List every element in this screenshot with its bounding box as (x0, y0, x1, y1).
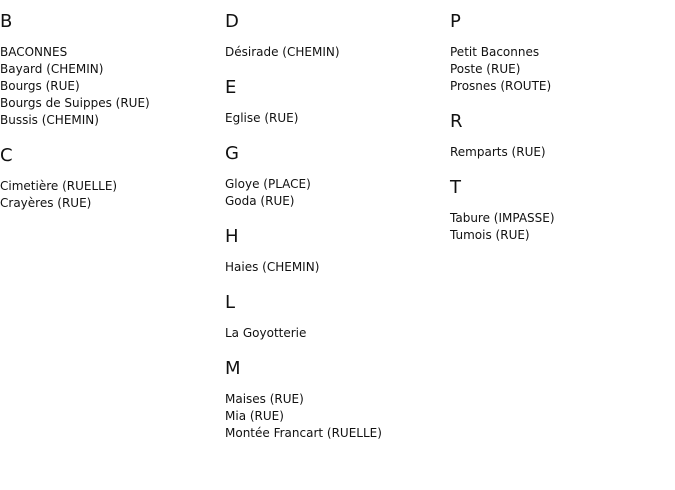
section-letter-t: T (450, 177, 461, 198)
street-link[interactable]: Haies (CHEMIN) (225, 260, 320, 274)
street-link[interactable]: Gloye (PLACE) (225, 177, 311, 191)
street-list-b (0, 44, 225, 129)
street-link[interactable]: Bourgs de Suippes (RUE) (0, 96, 150, 110)
index-column-1 (0, 10, 225, 227)
letter-section-r (450, 110, 675, 161)
section-letter-r: R (450, 111, 463, 132)
street-link[interactable]: Tabure (IMPASSE) (450, 211, 555, 225)
street-link[interactable]: Mia (RUE) (225, 409, 284, 423)
letter-section-l (225, 291, 450, 342)
street-list-p (450, 44, 675, 95)
letter-section-g (225, 142, 450, 210)
street-link[interactable]: Désirade (CHEMIN) (225, 45, 340, 59)
section-letter-b: B (0, 11, 13, 32)
street-list-g (225, 176, 450, 210)
index-column-2 (225, 10, 450, 457)
street-list-m (225, 391, 450, 442)
section-letter-h: H (225, 226, 239, 247)
section-letter-g: G (225, 143, 239, 164)
street-link[interactable]: Bussis (CHEMIN) (0, 113, 99, 127)
street-list-d (225, 44, 450, 61)
street-list-l (225, 325, 450, 342)
street-link[interactable]: Bourgs (RUE) (0, 79, 80, 93)
letter-section-d (225, 10, 450, 61)
index-column-3 (450, 10, 675, 259)
street-link[interactable]: Montée Francart (RUELLE) (225, 426, 382, 440)
letter-section-h (225, 225, 450, 276)
section-letter-l: L (225, 292, 236, 313)
section-letter-d: D (225, 11, 239, 32)
street-link[interactable]: Bayard (CHEMIN) (0, 62, 104, 76)
street-list-c (0, 178, 225, 212)
section-letter-c: C (0, 145, 13, 166)
letter-section-m (225, 357, 450, 442)
letter-section-e (225, 76, 450, 127)
street-list-e (225, 110, 450, 127)
letter-section-b (0, 10, 225, 129)
street-list-h (225, 259, 450, 276)
letter-section-c (0, 144, 225, 212)
section-letter-e: E (225, 77, 237, 98)
street-link[interactable]: BACONNES (0, 45, 68, 59)
street-link[interactable]: Maises (RUE) (225, 392, 304, 406)
street-link[interactable]: Tumois (RUE) (450, 228, 530, 242)
section-letter-p: P (450, 11, 461, 32)
street-link[interactable]: Crayères (RUE) (0, 196, 92, 210)
street-link[interactable]: Cimetière (RUELLE) (0, 179, 118, 193)
street-list-r (450, 144, 675, 161)
section-letter-m: M (225, 358, 241, 379)
letter-section-p (450, 10, 675, 95)
street-link[interactable]: Eglise (RUE) (225, 111, 299, 125)
street-link[interactable]: Poste (RUE) (450, 62, 521, 76)
street-list-t (450, 210, 675, 244)
street-link[interactable]: Remparts (RUE) (450, 145, 546, 159)
street-link[interactable]: Petit Baconnes (450, 45, 540, 59)
street-link[interactable]: Prosnes (ROUTE) (450, 79, 552, 93)
street-link[interactable]: Goda (RUE) (225, 194, 295, 208)
letter-section-t (450, 176, 675, 244)
street-link[interactable]: La Goyotterie (225, 326, 307, 340)
